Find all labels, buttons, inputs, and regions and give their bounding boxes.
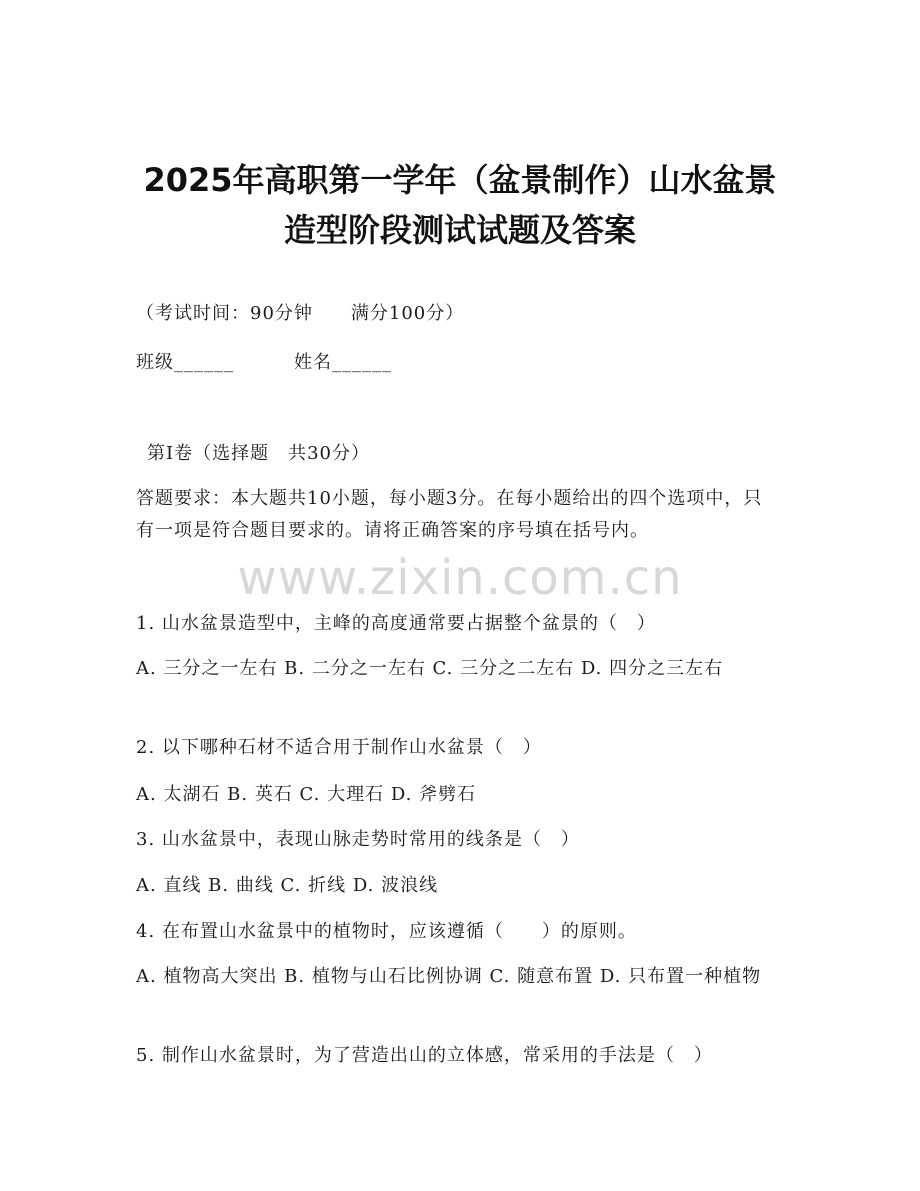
exam-info: （考试时间：90分钟 满分100分） — [136, 303, 465, 324]
question-3-options: A. 直线 B. 曲线 C. 折线 D. 波浪线 — [136, 875, 439, 896]
question-2-stem: 2. 以下哪种石材不适合用于制作山水盆景（ ） — [136, 737, 542, 758]
question-4-options: A. 植物高大突出 B. 植物与山石比例协调 C. 随意布置 D. 只布置一种植物 — [136, 966, 762, 987]
document-title-line-2: 造型阶段测试试题及答案 — [283, 211, 636, 249]
question-1-options: A. 三分之一左右 B. 二分之一左右 C. 三分之二左右 D. 四分之三左右 — [136, 658, 724, 679]
instructions: 答题要求：本大题共10小题，每小题3分。在每小题给出的四个选项中，只有一项是符合题目要求的。请将正确答案的序号填在括号内。 — [136, 488, 763, 541]
question-1-stem: 1. 山水盆景造型中，主峰的高度通常要占据整个盆景的（ ） — [136, 613, 656, 634]
name-field: 姓名______ — [294, 352, 392, 373]
question-5-stem: 5. 制作山水盆景时，为了营造出山的立体感，常采用的手法是（ ） — [136, 1045, 713, 1066]
question-3-stem: 3. 山水盆景中，表现山脉走势时常用的线条是（ ） — [136, 829, 580, 850]
section-heading: 第Ⅰ卷（选择题 共30分） — [147, 443, 371, 464]
question-4-stem: 4. 在布置山水盆景中的植物时，应该遵循（ ）的原则。 — [136, 921, 637, 942]
question-2-options: A. 太湖石 B. 英石 C. 大理石 D. 斧劈石 — [136, 784, 477, 805]
class-field: 班级______ — [136, 352, 234, 373]
watermark: www.zixin.com.cn — [237, 550, 683, 606]
document-title-line-1: 2025年高职第一学年（盆景制作）山水盆景 — [143, 161, 777, 199]
